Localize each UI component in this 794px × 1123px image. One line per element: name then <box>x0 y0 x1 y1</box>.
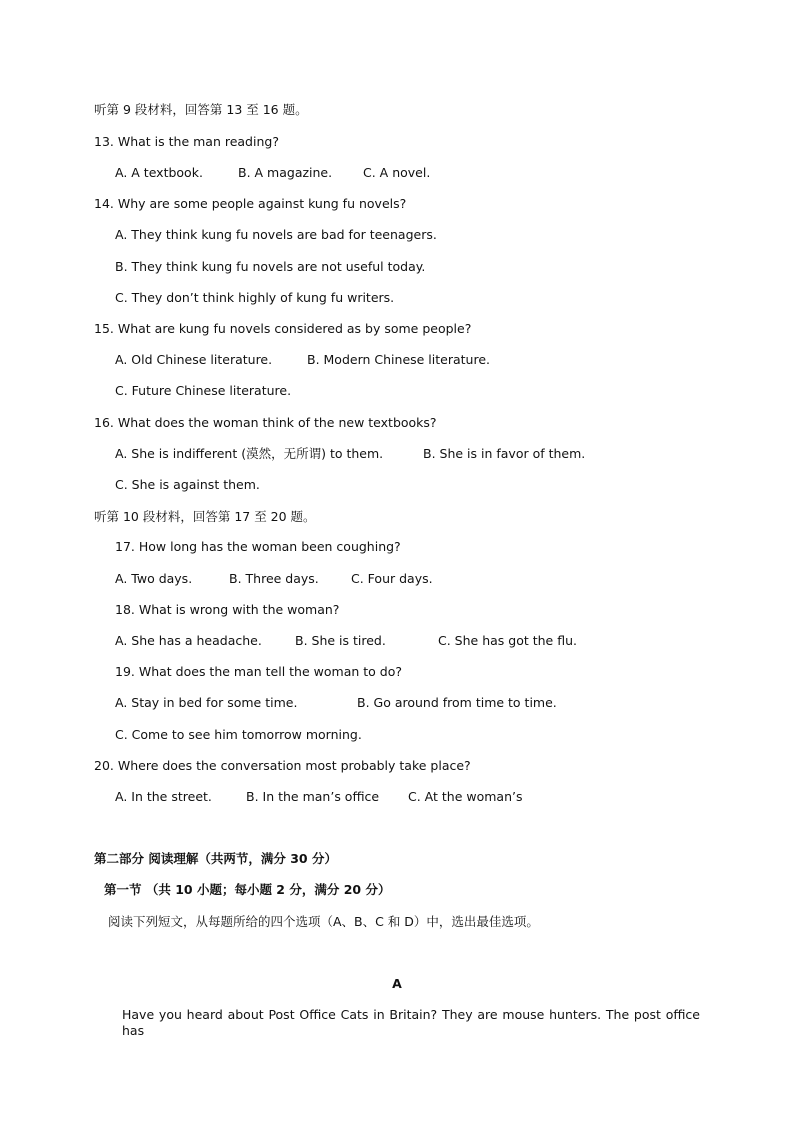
q18-option-a: A. She has a headache. <box>115 633 262 648</box>
q15-option-c: C. Future Chinese literature. <box>115 383 292 398</box>
q19-option-c: C. Come to see him tomorrow morning. <box>115 727 362 742</box>
q17-option-c: C. Four days. <box>351 571 433 586</box>
q13-option-b: B. A magazine. <box>238 165 333 180</box>
reading-instructions: 阅读下列短文，从每题所给的四个选项（A、B、C 和 D）中，选出最佳选项。 <box>108 914 539 929</box>
q18-option-c: C. She has got the flu. <box>438 633 577 648</box>
question-17: 17. How long has the woman been coughing? <box>115 539 401 554</box>
q14-option-b: B. They think kung fu novels are not useful today. <box>115 259 426 274</box>
q17-option-a: A. Two days. <box>115 571 193 586</box>
question-19: 19. What does the man tell the woman to do? <box>115 664 402 679</box>
question-14: 14. Why are some people against kung fu novels? <box>94 196 407 211</box>
q14-option-c: C. They don’t think highly of kung fu writers. <box>115 290 395 305</box>
q15-option-b: B. Modern Chinese literature. <box>307 352 490 367</box>
reading-section-title: 第一节 （共 10 小题；每小题 2 分，满分 20 分） <box>104 882 391 897</box>
question-13: 13. What is the man reading? <box>94 134 279 149</box>
question-20: 20. Where does the conversation most probably take place? <box>94 758 471 773</box>
q17-option-b: B. Three days. <box>229 571 319 586</box>
q19-option-a: A. Stay in bed for some time. <box>115 695 298 710</box>
q16-option-b: B. She is in favor of them. <box>423 446 586 461</box>
question-15: 15. What are kung fu novels considered as by some people? <box>94 321 472 336</box>
question-18: 18. What is wrong with the woman? <box>115 602 340 617</box>
q16-option-c: C. She is against them. <box>115 477 260 492</box>
question-16: 16. What does the woman think of the new textbooks? <box>94 415 437 430</box>
q20-option-a: A. In the street. <box>115 789 212 804</box>
q16-option-a: A. She is indifferent (漠然，无所谓) to them. <box>115 446 384 461</box>
section-9-header: 听第 9 段材料，回答第 13 至 16 题。 <box>94 102 308 117</box>
q13-option-c: C. A novel. <box>363 165 431 180</box>
q20-option-c: C. At the woman’s <box>408 789 523 804</box>
section-10-header: 听第 10 段材料，回答第 17 至 20 题。 <box>94 509 316 524</box>
passage-first-line: Have you heard about Post Office Cats in Britain? They are mouse hunters. The post office has <box>122 1007 700 1038</box>
q13-option-a: A. A textbook. <box>115 165 203 180</box>
q15-option-a: A. Old Chinese literature. <box>115 352 273 367</box>
q20-option-b: B. In the man’s office <box>246 789 380 804</box>
q14-option-a: A. They think kung fu novels are bad for teenagers. <box>115 227 437 242</box>
q18-option-b: B. She is tired. <box>295 633 386 648</box>
q19-option-b: B. Go around from time to time. <box>357 695 557 710</box>
reading-part-title: 第二部分 阅读理解（共两节，满分 30 分） <box>94 851 337 866</box>
passage-label: A <box>392 976 402 991</box>
